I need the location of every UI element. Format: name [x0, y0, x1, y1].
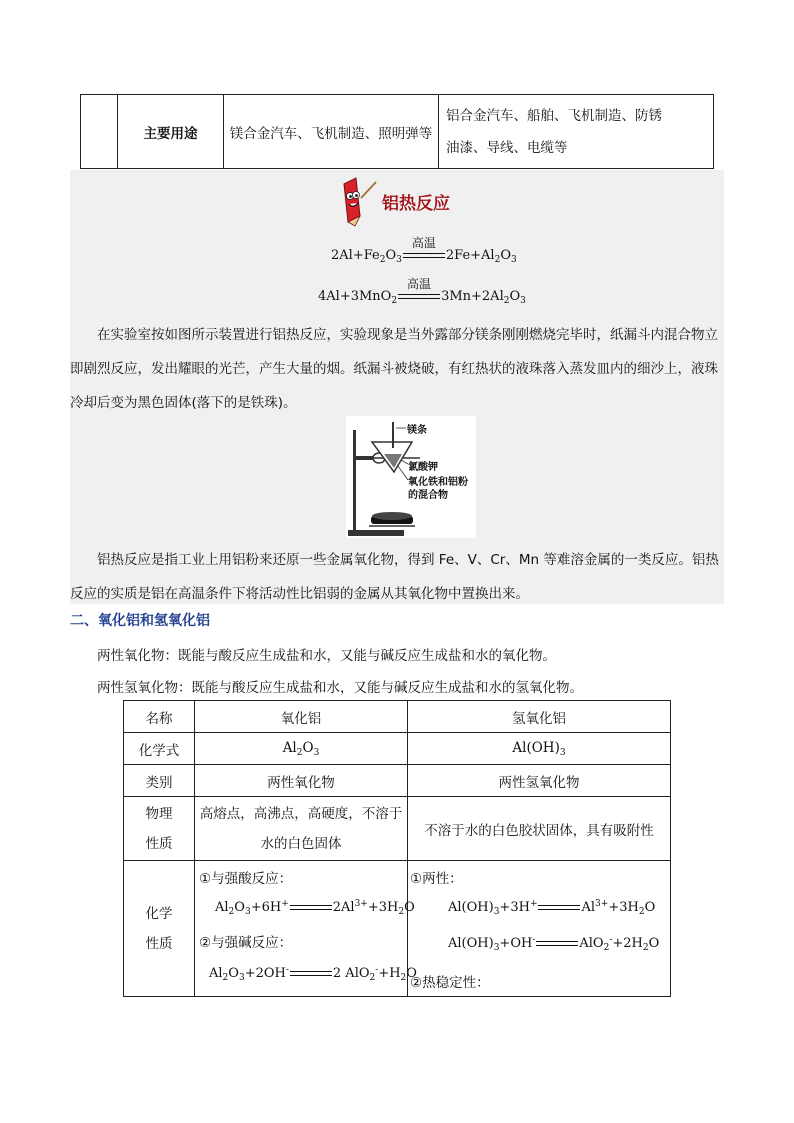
thermite-experiment-text: 在实验室按如图所示装置进行铝热反应，实验现象是当外露部分镁条刚刚燃烧完毕时，纸漏斗内混合物立即剧烈反应，发出耀眼的光芒，产生大量的烟。纸漏斗被烧破，有红热状的液珠落入蒸发皿内的细沙上，液珠冷却后变为黑色固体(落下的是铁珠)。 [70, 327, 718, 411]
physical-aloh3: 不溶于水的白色胶状固体，具有吸附性 [408, 797, 671, 861]
thermite-definition-text: 铝热反应是指工业上用铝粉来还原一些金属氧化物，得到 Fe、V、Cr、Mn 等难溶金属的一类反应。铝热反应的实质是铝在高温条件下将活动性比铝弱的金属从其氧化物中置换出来。 [70, 552, 719, 602]
type-aloh3: 两性氢氧化物 [408, 765, 671, 797]
header-al2o3: 氧化铝 [195, 701, 408, 733]
label-kclo3: 氯酸钾 [408, 462, 438, 473]
label-mixture: 氧化铁和铝粉 的混合物 [408, 477, 468, 501]
chemical-al2o3: ①与强酸反应： $Al_2O_3+6H^+$ $2Al^{3+}+3H_2O$ ②与强碱反应： $Al_2O_3+2OH^-$ 2 $AlO_2^-+H_2O$ [195, 861, 408, 997]
thermite-apparatus-figure [346, 416, 476, 538]
row-formula-label: 化学式 [124, 733, 195, 765]
physical-al2o3: 高熔点，高沸点，高硬度，不溶于 水的白色固体 [195, 797, 408, 861]
section-heading: 二、氧化铝和氢氧化铝 [70, 613, 210, 629]
aloh3-base-equation: $Al(OH)_3+OH^-$ $AlO_2^-+2H_2O$ [448, 935, 660, 953]
header-aloh3: 氢氧化铝 [408, 701, 671, 733]
al-uses: 铝合金汽车、船舶、飞机制造、防锈 油漆、导线、电缆等 [439, 95, 714, 169]
uses-table [80, 94, 714, 169]
header-name: 名称 [124, 701, 195, 733]
aloh3-acid-equation: $Al(OH)_3+3H^+$ $Al^{3+}+3H_2O$ [448, 899, 656, 917]
pencil-mascot-icon [334, 176, 378, 228]
row-physical-label: 物理 性质 [124, 797, 195, 861]
thermite-banner-title: 铝热反应 [382, 194, 450, 214]
chemical-aloh3: ①两性： $Al(OH)_3+3H^+$ $Al^{3+}+3H_2O$ $Al(OH)_3+OH^-$ $AlO_2^-+2H_2O$ ②热稳定性： [408, 861, 671, 997]
mg-uses: 镁合金汽车、飞机制造、照明弹等 [224, 95, 439, 169]
amphoteric-oxide-def: 两性氧化物：既能与酸反应生成盐和水，又能与碱反应生成盐和水的氧化物。 [97, 648, 556, 664]
label-mg-ribbon: 镁条 [407, 425, 427, 436]
comparison-table [123, 700, 671, 997]
type-al2o3: 两性氧化物 [195, 765, 408, 797]
formula-aloh3: $Al(OH)_3$ [408, 733, 671, 765]
row-type-label: 类别 [124, 765, 195, 797]
thermite-equation-2: 4Al+3MnO$_2$ 高温 $3Mn+2Al_2O_3$ [318, 276, 526, 306]
thermite-equation-1: $2Al+Fe_2O_3$ 高温 $2Fe+Al_2O_3$ [331, 235, 517, 265]
amphoteric-hydroxide-def: 两性氢氧化物：既能与酸反应生成盐和水，又能与碱反应生成盐和水的氢氧化物。 [97, 680, 583, 696]
row-chemical-label: 化学 性质 [124, 861, 195, 997]
uses-label: 主要用途 [118, 95, 224, 169]
blank-cell [81, 95, 118, 169]
formula-al2o3: $Al_2O_3$ [195, 733, 408, 765]
al2o3-base-equation: $Al_2O_3+2OH^-$ 2 $AlO_2^-+H_2O$ [209, 965, 417, 983]
al2o3-acid-equation: $Al_2O_3+6H^+$ $2Al^{3+}+3H_2O$ [215, 899, 415, 917]
